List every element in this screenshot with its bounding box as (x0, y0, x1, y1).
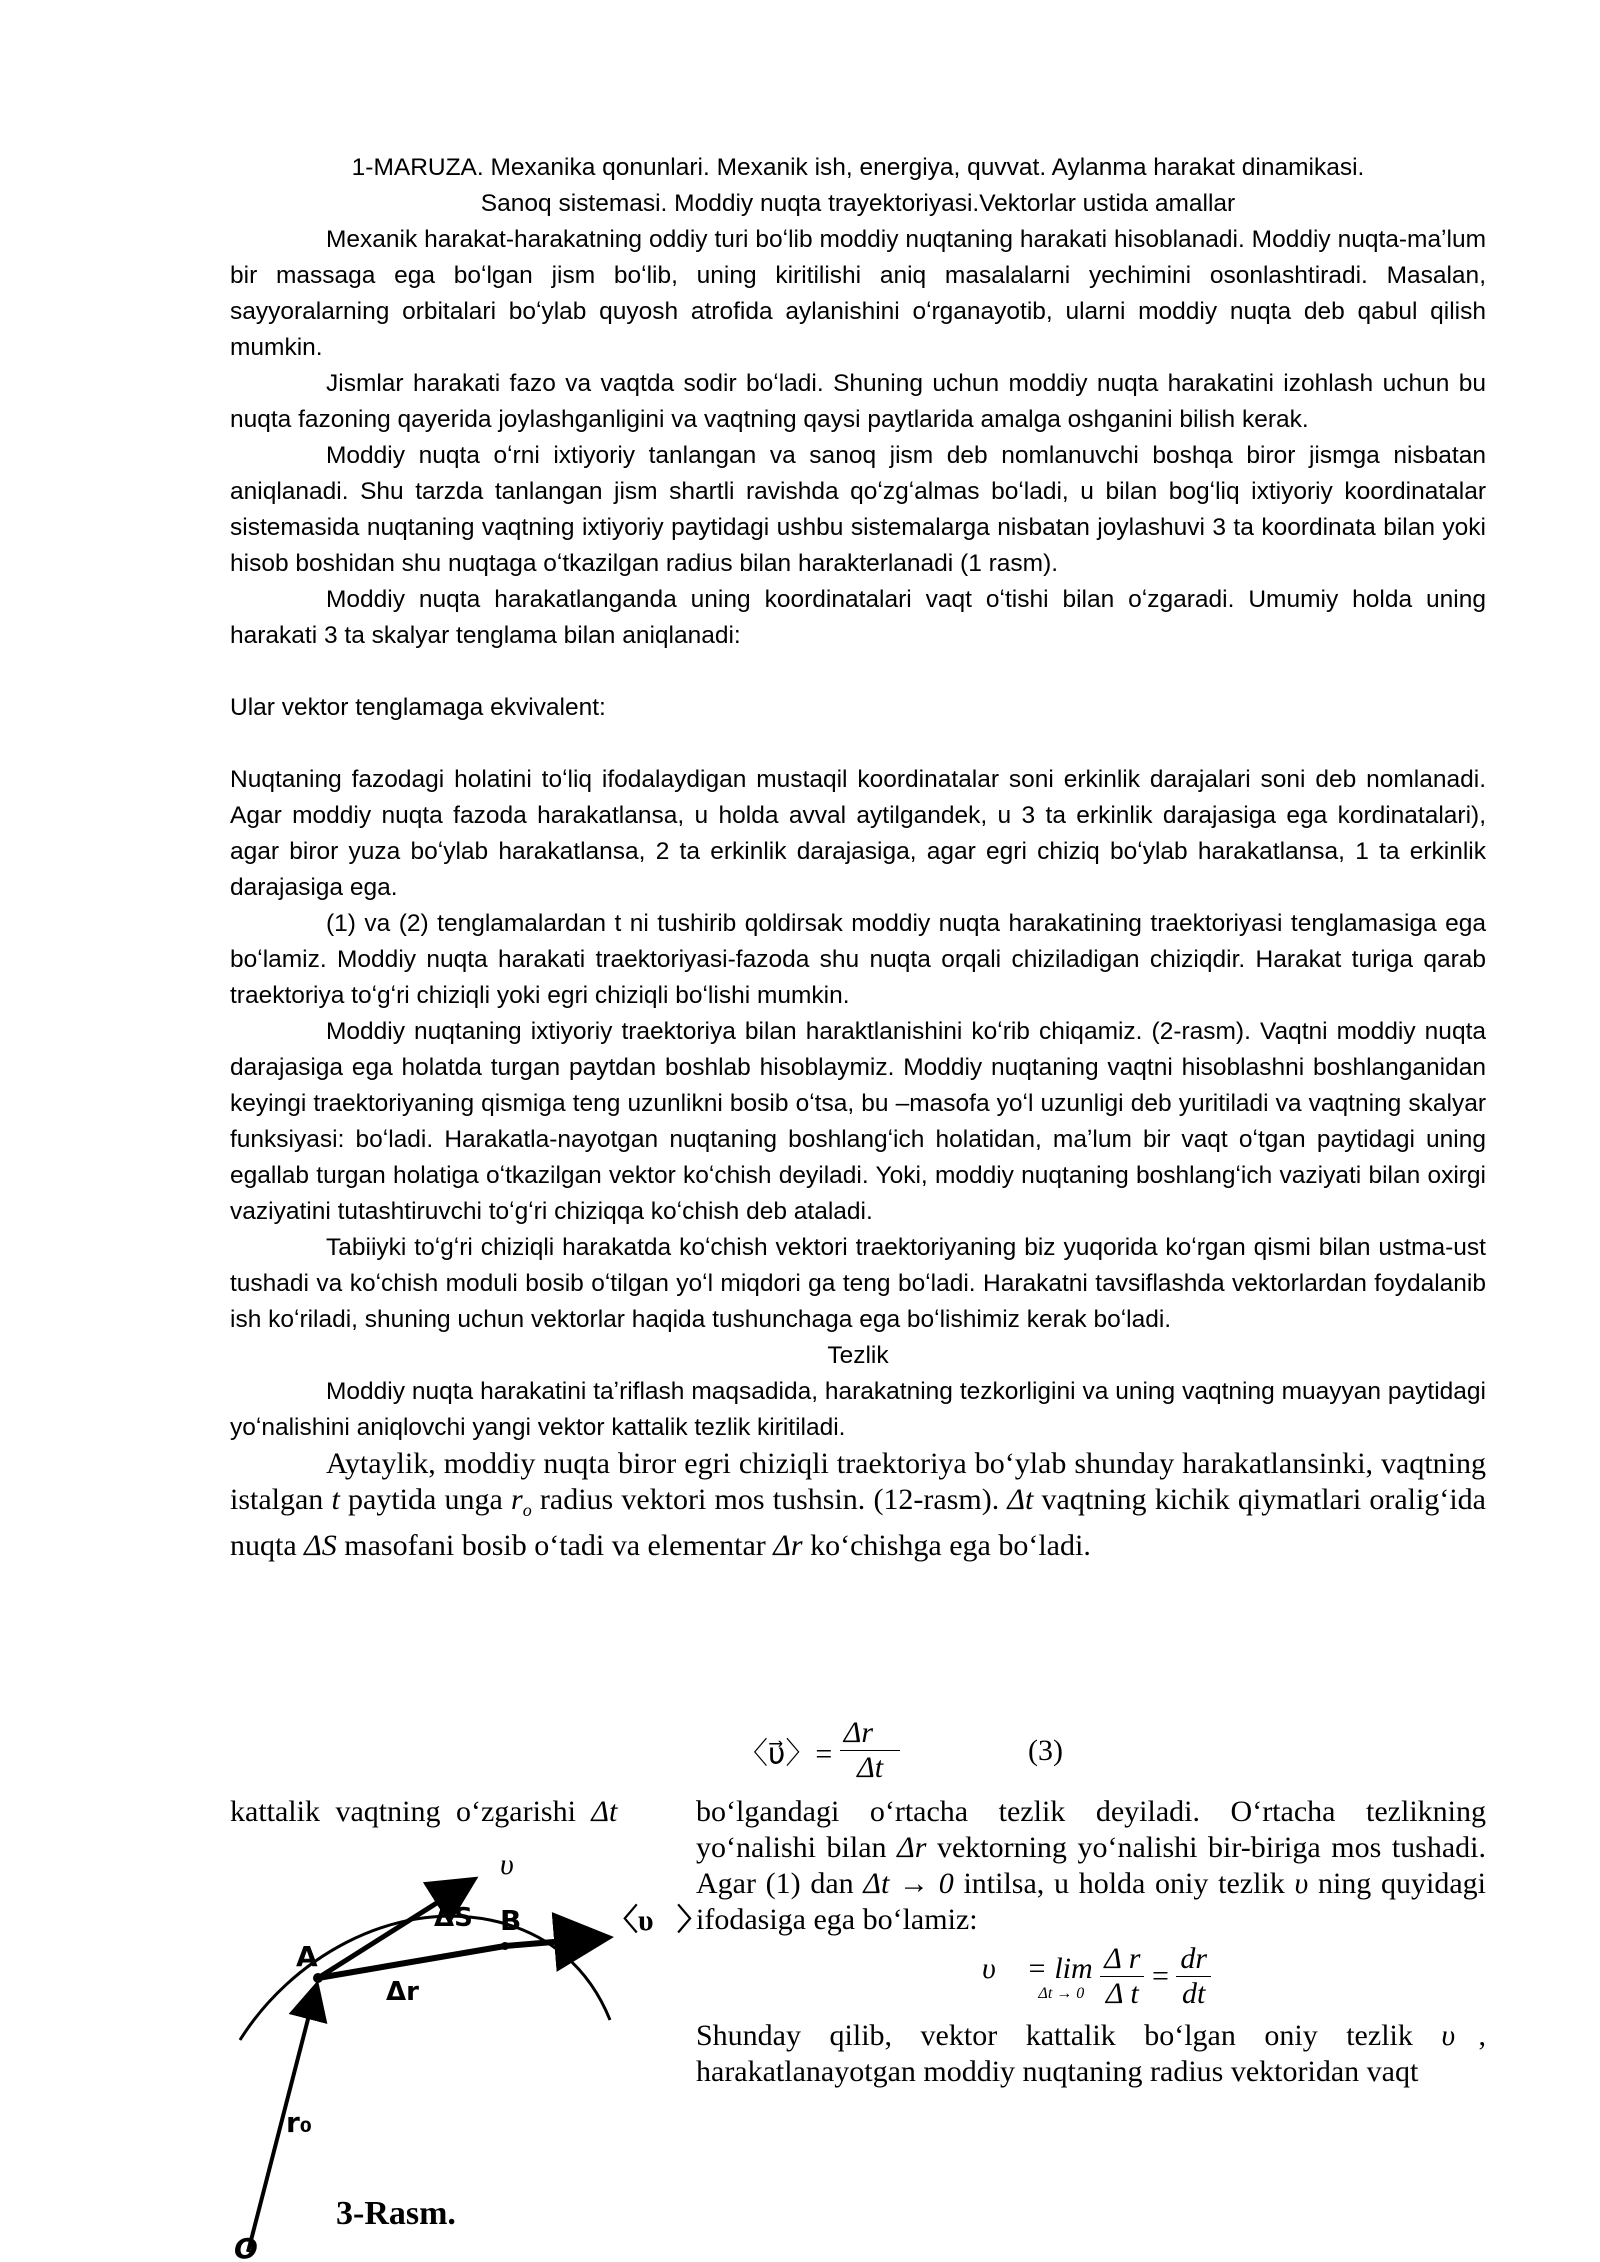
equation-instant-velocity: υ⃗ = lim Δt → 0 $\frac{\text{Δ r}}{\text{Δ t}}$ = $\frac{dr}{dt}$ (982, 1942, 1211, 2011)
paragraph-mechanical-motion: Mexanik harakat-harakatning oddiy turi boʻlib moddiy nuqtaning harakati hisoblanadi. Moddiy nuqta-maʼlum bir massaga ega boʻlgan jism boʻlib, uning kiritilishi aniq masalalarni yechimini osonlashtiradi. Masalan, sayyoralarning orbitalari boʻylab quyosh atrofida aylanishini oʻrganayotib, ularni moddiy nuqta deb qabul qilish mumkin. (230, 226, 1486, 361)
lecture-title-line-2: Sanoq sistemasi. Moddiy nuqta trayektoriyasi.Vektorlar ustida amallar (480, 190, 1236, 217)
radius-vector-symbol: $r_o$ (511, 1483, 532, 1520)
paragraph-average-direction: boʻlgandagi oʻrtacha tezlik deyiladi. Oʻrtacha tezlikning yoʻnalishi bilan Δr vektorning yoʻnalishi bir-biriga mos tushadi. Agar (1) dan Δt → 0 intilsa, u holda oniy tezlik υ ning quyidagi ifodasiga ega boʻlamiz: (696, 1795, 1486, 1936)
lecture-title-line-1: 1-MARUZA. Mexanika qonunlari. Mexanik ish, energiya, quvvat. Aylanma harakat dinamikasi. (351, 154, 1365, 181)
label-delta-r: Δr (386, 1977, 419, 2007)
equation-average-velocity: 〈υ⃗〉= $\frac{\Delta r⃗}{\Delta t}$ (738, 1716, 900, 1785)
paragraph-velocity-intro: Moddiy nuqta harakatini taʼriflash maqsadida, harakatning tezkorligini va uning vaqtning muayyan paytidagi yoʻnalishini aniqlovchi yangi vektor kattalik tezlik kiritiladi. (230, 1378, 1486, 1441)
paragraph-coordinates-change: Moddiy nuqta harakatlanganda uning koordinatalari vaqt oʻtishi bilan oʻzgaradi. Umumiy holda uning harakati 3 ta skalyar tenglama bilan aniqlanadi: (230, 586, 1486, 649)
paragraph-degrees-of-freedom: Nuqtaning fazodagi holatini toʻliq ifodalaydigan mustaqil koordinatalar soni erkinlik darajalari soni deb nomlanadi. Agar moddiy nuqta fazoda harakatlansa, u holda avval aytilgandek, u 3 ta erkinlik darajasiga ega kordinatalari), agar biror yuza boʻylab harakatlansa, 2 ta erkinlik darajasiga, agar egri chiziq boʻylab harakatlansa, 1 ta erkinlik darajasiga ega. (230, 766, 1486, 901)
right-column-text (696, 1794, 1486, 1938)
paragraph-trajectory: (1) va (2) tenglamalardan t ni tushirib qoldirsak moddiy nuqta harakatining traektoriyasi tenglamasiga ega boʻlamiz. Moddiy nuqta harakati traektoriyasi-fazoda shu nuqta orqali chiziladigan chiziqdir. Harakat turiga qarab traektoriya toʻgʻri chiziqli yoki egri chiziqli boʻlishi mumkin. (230, 910, 1486, 1009)
text-kattalik-line: kattalik vaqtning oʻzgarishi Δt (230, 1795, 618, 1828)
document-body (230, 150, 1486, 1564)
label-delta-s: ΔS (434, 1903, 473, 1933)
point-A (313, 1973, 323, 1983)
label-velocity: υ⃗ (500, 1848, 538, 1881)
equation-placeholder-1 (230, 654, 1486, 690)
paragraph-vectors: Tabiiyki toʻgʻri chiziqli harakatda koʻchish vektori traektoriyaning biz yuqorida koʻrgan qismi bilan ustma-ust tushadi va koʻchish moduli bosib oʻtilgan yoʻl miqdori ga teng boʻladi. Harakatni tavsiflashda vektorlardan foydalanib ish koʻriladi, shuning uchun vektorlar haqida tushunchaga ega boʻlishimiz kerak boʻladi. (230, 1234, 1486, 1333)
average-velocity-vector (505, 1938, 602, 1946)
label-r0: r₀ (286, 2106, 313, 2139)
figure-caption: 3-Rasm. (336, 2195, 456, 2232)
label-average-velocity: 〈υ⃗〉 (608, 1904, 707, 1937)
paragraph-space-time: Jismlar harakati fazo va vaqtda sodir boʻladi. Shuning uchun moddiy nuqta harakatini izohlash uchun bu nuqta fazoning qayerida joylashganligini va vaqtning qaysi paytlarida amalga oshganini bilish kerak. (230, 370, 1486, 433)
label-point-A: A (296, 1940, 318, 1973)
point-B (501, 1942, 509, 1950)
paragraph-vector-equivalent: Ular vektor tenglamaga ekvivalent: (230, 694, 606, 721)
right-column-text-2 (696, 2018, 1486, 2090)
paragraph-reference-body: Moddiy nuqta oʻrni ixtiyoriy tanlangan va sanoq jism deb nomlanuvchi boshqa biror jismga nisbatan aniqlanadi. Shu tarzda tanlangan jism shartli ravishda qoʻzgʻalmas boʻladi, u bilan bogʻliq ixtiyoriy koordinatalar sistemasida nuqtaning vaqtning ixtiyoriy paytidagi ushbu sistemalarga nisbatan joylashuvi 3 ta koordinata bilan yoki hisob boshidan shu nuqtaga oʻtkazilgan radius bilan harakterlanadi (1 rasm). (230, 442, 1486, 577)
label-origin-O: O (234, 2232, 258, 2262)
paragraph-average-velocity: Aytaylik, moddiy nuqta biror egri chiziqli traektoriya boʻylab shunday harakatlansinki, vaqtning istalgan t paytida unga $r_o$ radius vektori mos tushsin. (12-rasm). Δt vaqtning kichik qiymatlari oraligʻida nuqta ΔS masofani bosib oʻtadi va elementar Δr koʻchishga ega boʻladi. (230, 1447, 1486, 1562)
equation-number-3: (3) (1028, 1734, 1063, 1767)
figure-3-velocity-diagram (230, 1840, 707, 2262)
equation-placeholder-2 (230, 726, 1486, 762)
trajectory-curve (240, 1916, 610, 2040)
paragraph-instant-velocity: Shunday qilib, vektor kattalik boʻlgan oniy tezlik υ⃗, harakatlanayotgan moddiy nuqtaning radius vektoridan vaqt (696, 2019, 1486, 2088)
paragraph-displacement: Moddiy nuqtaning ixtiyoriy traektoriya bilan haraktlanishini koʻrib chiqamiz. (2-rasm). Vaqtni moddiy nuqta darajasiga ega holatda turgan paytdan boshlab hisoblaymiz. Moddiy nuqtaning vaqtni hisoblashni boshlanganidan keyingi traektoriyaning qismiga teng uzunlikni bosib oʻtsa, bu –masofa yoʻl uzunligi deb yuritiladi va vaqtning skalyar funksiyasi: boʻladi. Harakatla-nayotgan nuqtaning boshlangʻich holatidan, maʼlum bir vaqt oʻtgan paytidagi uning egallab turgan holatiga oʻtkazilgan vektor koʻchish deyiladi. Yoki, moddiy nuqtaning boshlangʻich vaziyati bilan oxirgi vaziyatini tutashtiruvchi toʻgʻri chiziqqa koʻchish deb ataladi. (230, 1018, 1486, 1225)
section-heading-tezlik: Tezlik (827, 1342, 889, 1369)
label-point-B: B (500, 1904, 522, 1937)
